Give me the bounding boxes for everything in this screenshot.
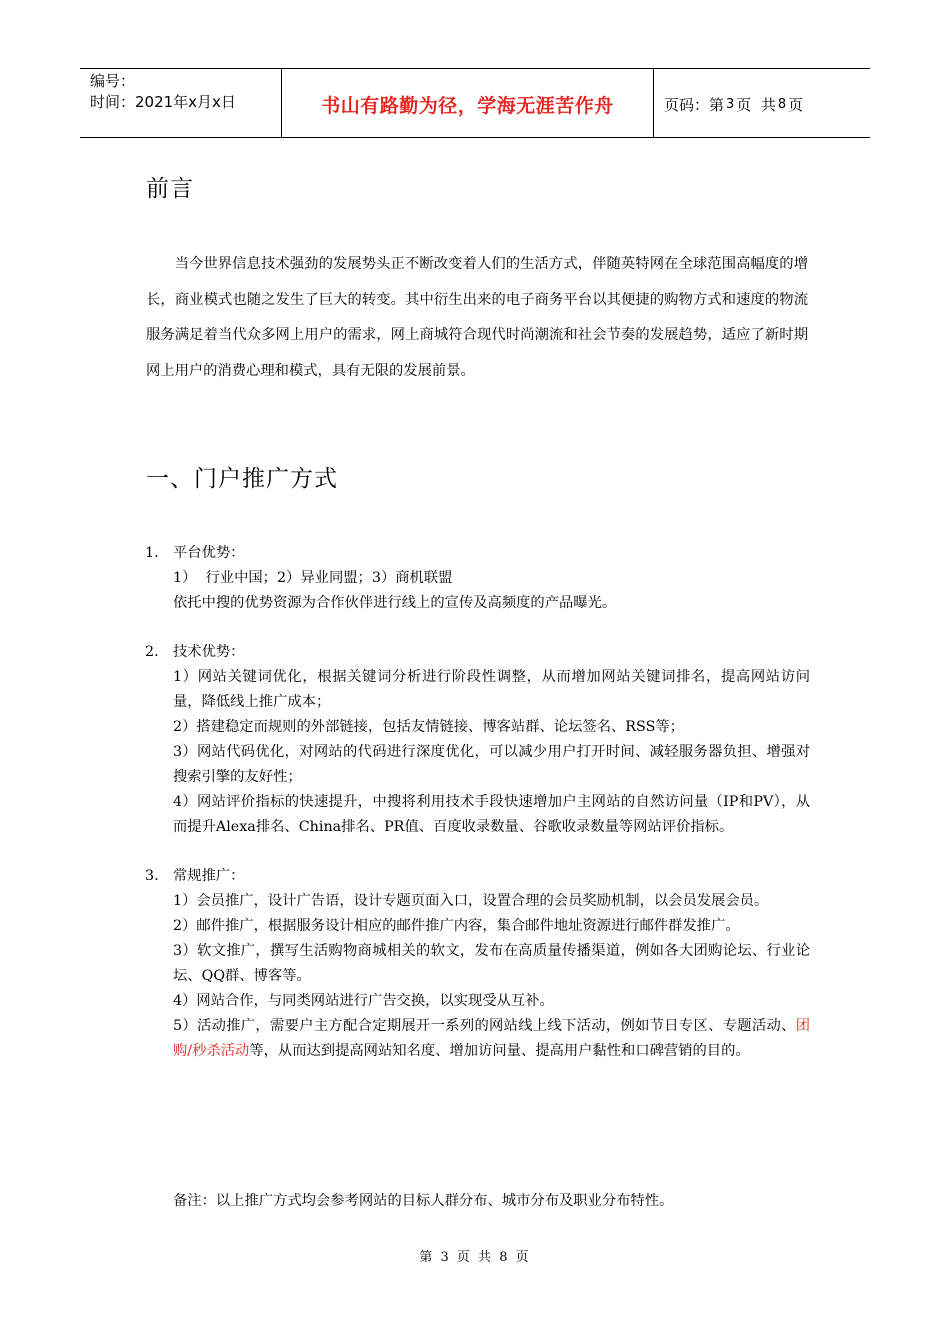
header-motto: 书山有路勤为径，学海无涯苦作舟: [282, 69, 654, 137]
item-line: 2）搭建稳定而规则的外部链接，包括友情链接、博客站群、论坛签名、RSS等；: [173, 719, 684, 735]
item-title: 平台优势：: [173, 545, 245, 561]
item-line: 1）会员推广，设计广告语，设计专题页面入口，设置合理的会员奖励机制，以会员发展会员。: [173, 893, 769, 909]
page-footer: 第 3 页 共 8 页: [419, 1250, 531, 1265]
item-line: 1）网站关键词优化，根据关键词分析进行阶段性调整，从而增加网站关键词排名，提高网站访问量，降低线上推广成本；: [173, 669, 810, 710]
remark-note: 备注：以上推广方式均会参考网站的目标人群分布、城市分布及职业分布特性。: [173, 1193, 674, 1209]
item-line: 依托中搜的优势资源为合作伙伴进行线上的宣传及高频度的产品曝光。: [173, 595, 617, 611]
document-date: 时间：2021年x月x日: [90, 93, 236, 111]
section-heading: 一、门户推广方式: [146, 466, 338, 492]
page-current: 3: [726, 96, 735, 112]
item-title: 技术优势：: [173, 644, 245, 660]
page-suffix: 页: [788, 95, 804, 114]
item-line: 1） 行业中国；2）异业同盟；3）商机联盟: [173, 570, 453, 586]
highlighted-activity-link[interactable]: 团购/秒杀活动: [173, 1018, 810, 1059]
page-prefix: 页码：第: [664, 95, 725, 114]
item-line-start: 5）活动推广，需要户主方配合定期展开一系列的网站线上线下活动，例如节日专区、专题活动、: [173, 1018, 796, 1034]
page-total: 8: [777, 96, 787, 112]
item-line: 4）网站评价指标的快速提升，中搜将利用技术手段快速增加户主网站的自然访问量（IP和PV），从而提升Alexa排名、China排名、PR值、百度收录数量、谷歌收录数量等网站评价指标。: [173, 794, 810, 835]
page-header: [80, 68, 870, 138]
item-body: [146, 864, 810, 1064]
header-page-number: [654, 69, 870, 137]
list-item: [146, 864, 810, 1064]
item-title: 常规推广：: [173, 868, 245, 884]
item-body: [146, 541, 810, 616]
list-item: [146, 640, 810, 840]
item-line: 4）网站合作，与同类网站进行广告交换，以实现受从互补。: [173, 993, 554, 1009]
item-line: 3）网站代码优化，对网站的代码进行深度优化，可以减少用户打开时间、减轻服务器负担、增强对搜索引擎的友好性；: [173, 744, 810, 785]
item-number: 3.: [145, 868, 159, 884]
header-meta-cell: [80, 69, 282, 137]
item-line: [173, 1014, 810, 1064]
list-item: [146, 541, 810, 616]
document-number-label: 编号：: [90, 72, 136, 90]
preface-paragraph: 当今世界信息技术强劲的发展势头正不断改变着人们的生活方式，伴随英特网在全球范围高幅度的增长，商业模式也随之发生了巨大的转变。其中衍生出来的电子商务平台以其便捷的购物方式和速度的物流服务满足着当代众多网上用户的需求，网上商城符合现代时尚潮流和社会节奏的发展趋势，适应了新时期网上用户的消费心理和模式，具有无限的发展前景。: [146, 256, 808, 379]
item-line: 3）软文推广，撰写生活购物商城相关的软文，发布在高质量传播渠道，例如各大团购论坛、行业论坛、QQ群、博客等。: [173, 943, 810, 984]
item-body: [146, 640, 810, 840]
item-line-end: 等，从而达到提高网站知名度、增加访问量、提高用户黏性和口碑营销的目的。: [249, 1043, 750, 1059]
page-mid: 页 共: [736, 95, 776, 114]
item-number: 2.: [145, 644, 159, 660]
preface-heading: 前言: [146, 176, 194, 202]
item-line: 2）邮件推广，根据服务设计相应的邮件推广内容，集合邮件地址资源进行邮件群发推广。: [173, 918, 740, 934]
item-number: 1.: [145, 545, 159, 561]
promotion-method-list: [146, 541, 810, 1064]
